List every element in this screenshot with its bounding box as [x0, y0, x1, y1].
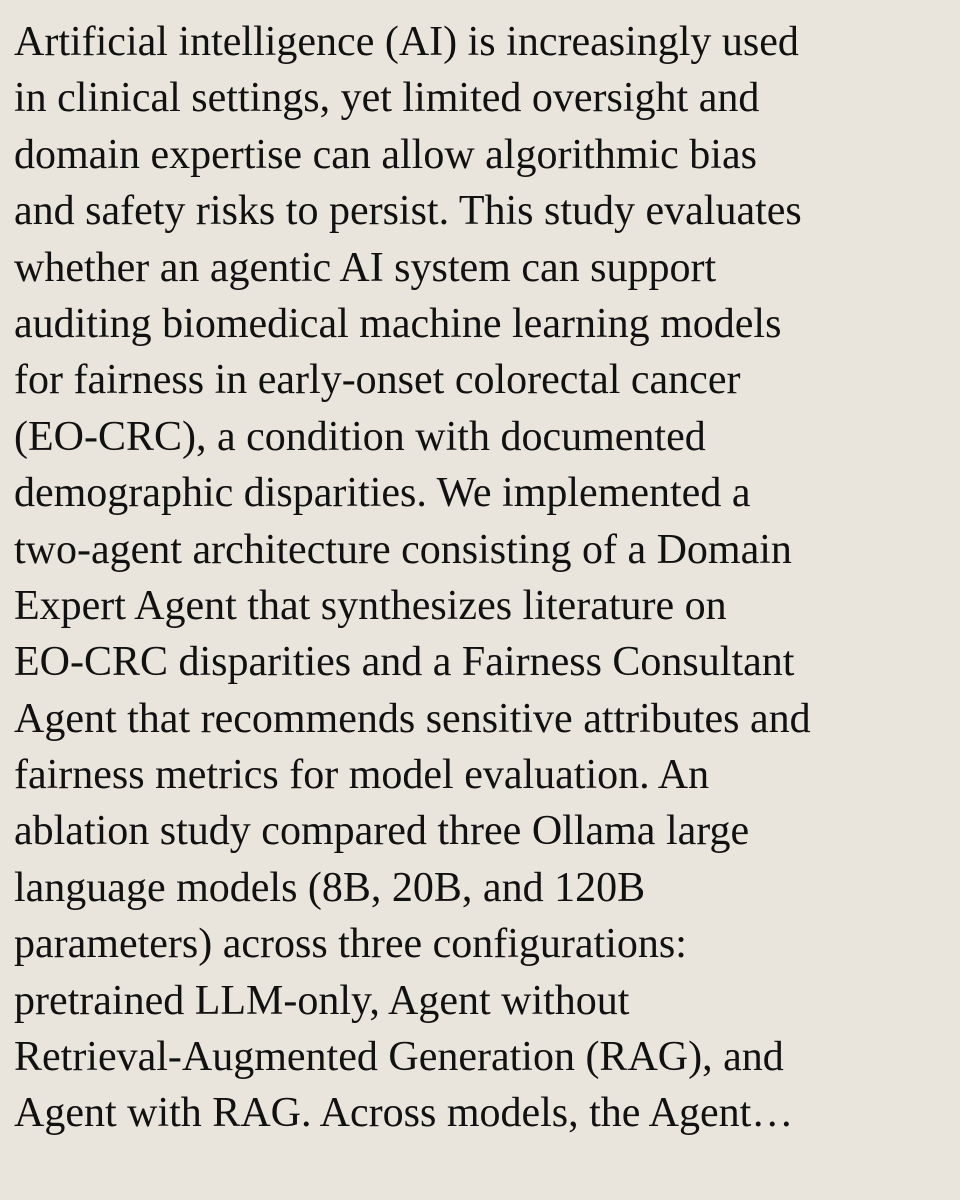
abstract-line: and safety risks to persist. This study evaluates: [14, 188, 802, 235]
abstract-line: two-agent architecture consisting of a Domain: [14, 526, 792, 573]
abstract-line: in clinical settings, yet limited oversight and: [14, 75, 760, 122]
abstract-line: Agent that recommends sensitive attributes and: [14, 695, 811, 742]
abstract-line: pretrained LLM-only, Agent without: [14, 977, 630, 1024]
abstract-line: fairness metrics for model evaluation. An: [14, 752, 710, 799]
abstract-line: for fairness in early-onset colorectal cancer: [14, 357, 741, 404]
abstract-line: Retrieval-Augmented Generation (RAG), and: [14, 1034, 784, 1081]
abstract-line: auditing biomedical machine learning models: [14, 300, 782, 347]
abstract-line: Expert Agent that synthesizes literature on: [14, 582, 727, 629]
abstract-line: EO-CRC disparities and a Fairness Consultant: [14, 639, 795, 686]
abstract-line: ablation study compared three Ollama large: [14, 808, 750, 855]
abstract-line: parameters) across three configurations:: [14, 921, 687, 968]
abstract-text: [14, 14, 946, 1142]
abstract-line: whether an agentic AI system can support: [14, 244, 717, 291]
abstract-line: Artificial intelligence (AI) is increasingly used: [14, 19, 799, 65]
abstract-line: demographic disparities. We implemented a: [14, 470, 751, 517]
abstract-line: language models (8B, 20B, and 120B: [14, 864, 646, 911]
abstract-line: Agent with RAG. Across models, the Agent…: [14, 1090, 794, 1137]
abstract-line: (EO-CRC), a condition with documented: [14, 413, 706, 460]
abstract-line: domain expertise can allow algorithmic bias: [14, 131, 757, 178]
